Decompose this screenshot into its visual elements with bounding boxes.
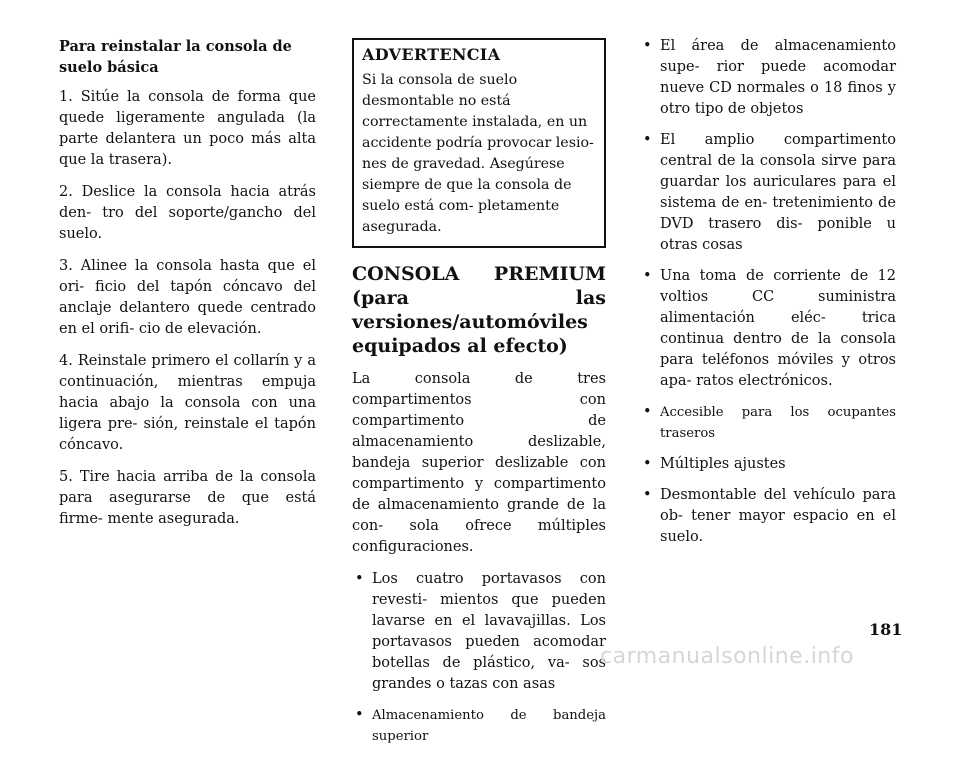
bullet-icon: •	[643, 38, 652, 54]
right-column	[640, 36, 896, 558]
bullet-icon: •	[643, 487, 652, 503]
bullet-icon: •	[643, 268, 652, 284]
list-item-text: Múltiples ajustes	[660, 456, 786, 472]
bullet-icon: •	[355, 571, 364, 587]
bullet-icon: •	[643, 456, 652, 472]
warning-text: Si la consola de suelo desmontable no está correctamente instalada, en un accidente podría provocar lesio- nes de gravedad. Asegúrese siempre de que la consola de suelo está com- pletamente asegurada.	[362, 72, 594, 235]
feature-list-right	[640, 36, 896, 548]
list-item-text: Una toma de corriente de 12 voltios CC suministra alimentación eléc- trica continua dentro de la consola para teléfonos móviles y otros apa- ratos electrónicos.	[660, 268, 896, 389]
step-4: 4. Reinstale primero el collarín y a continuación, mientras empuja hacia abajo la consola con una ligera pre- sión, reinstale el tapón cóncavo.	[59, 353, 316, 453]
list-item	[640, 36, 896, 120]
middle-column	[352, 38, 606, 757]
list-item-text: El amplio compartimento central de la consola sirve para guardar los auriculares para el sistema de en- tretenimiento de DVD trasero dis- ponible u otras cosas	[660, 132, 896, 253]
warning-box	[352, 38, 606, 248]
list-item	[640, 402, 896, 444]
section-title: CONSOLA PREMIUM (para las versiones/automóviles equipados al efecto)	[352, 263, 606, 357]
list-item-text: El área de almacenamiento supe- rior puede acomodar nueve CD normales o 18 finos y otro tipo de objetos	[660, 38, 896, 117]
feature-list-middle	[352, 569, 606, 747]
list-item	[640, 485, 896, 548]
list-item	[640, 266, 896, 392]
warning-title: ADVERTENCIA	[362, 45, 501, 64]
step-3: 3. Alinee la consola hasta que el ori- ficio del tapón cóncavo del anclaje delantero quede centrado en el orifi- cio de elevación.	[59, 258, 316, 337]
step-1: 1. Sitúe la consola de forma que quede ligeramente angulada (la parte delantera un poco más alta que la trasera).	[59, 89, 316, 168]
list-item	[640, 130, 896, 256]
list-item-text: Almacenamiento de bandeja superior	[372, 708, 606, 744]
reinstall-heading: Para reinstalar la consola de suelo básica	[59, 38, 292, 76]
step-5: 5. Tire hacia arriba de la consola para asegurarse de que está firme- mente asegurada.	[59, 469, 316, 527]
bullet-icon: •	[643, 404, 652, 420]
list-item	[352, 569, 606, 695]
section-intro: La consola de tres compartimentos con compartimento de almacenamiento deslizable, bandeja superior deslizable con compartimento y compartimento de almacenamiento grande de la con- sola ofrece múltiples configuraciones.	[352, 371, 606, 555]
page-number: 181	[869, 620, 903, 639]
bullet-icon: •	[643, 132, 652, 148]
bullet-icon: •	[355, 707, 364, 723]
list-item-text: Accesible para los ocupantes traseros	[660, 405, 896, 441]
list-item-text: Desmontable del vehículo para ob- tener mayor espacio en el suelo.	[660, 487, 896, 545]
step-2: 2. Deslice la consola hacia atrás den- tro del soporte/gancho del suelo.	[59, 184, 316, 242]
watermark: carmanualsonline.info	[600, 644, 854, 669]
list-item-text: Los cuatro portavasos con revesti- mientos que pueden lavarse en el lavavajillas. Los portavasos pueden acomodar botellas de plástico, va- sos grandes o tazas con asas	[372, 571, 606, 692]
list-item	[640, 454, 896, 475]
list-item	[352, 705, 606, 747]
left-column	[59, 36, 316, 541]
